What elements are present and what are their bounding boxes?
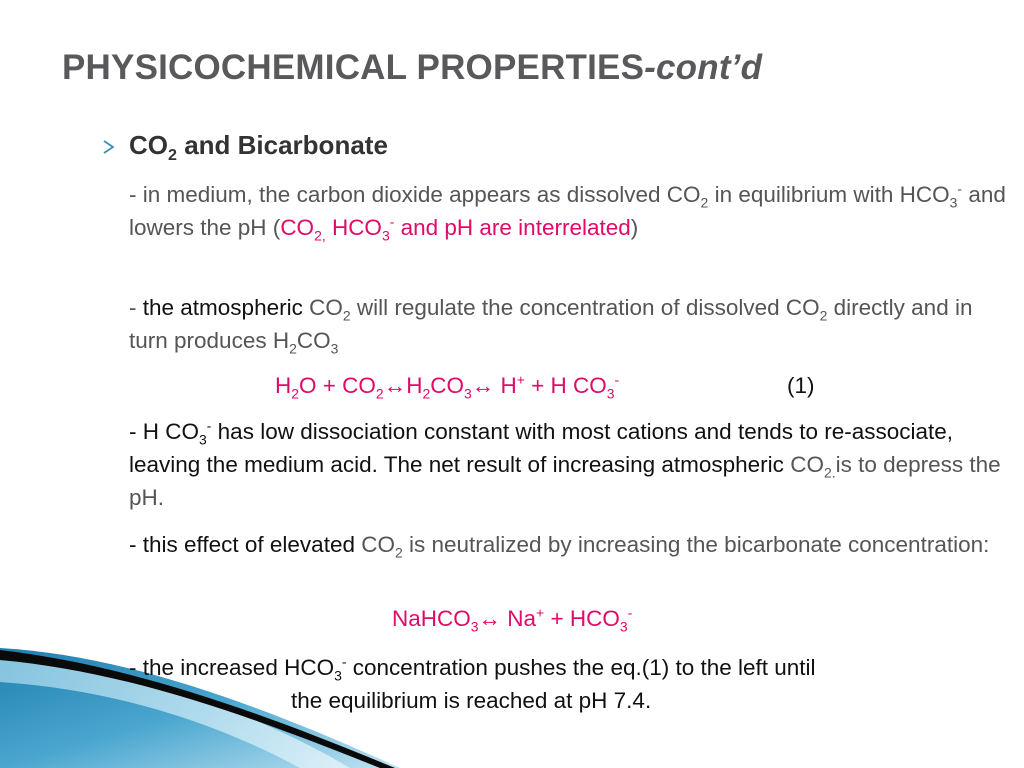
section-heading-row — [103, 130, 388, 165]
equation-2: NaHCO$_3$↔ $Na^+ + HCO_3^-$ — [392, 604, 633, 635]
paragraph-equilibrium: - the increased $HCO_3^-$ concentration pushes the eq.(1) to the left until the equilibrium is reached at pH 7.4. — [129, 653, 816, 713]
arrow-bullet-icon — [103, 138, 117, 159]
paragraph-dissolved-co2: - in medium, the carbon dioxide appears as dissolved $CO_2$ in equilibrium with $HCO_3^-$ and lowers the pH ($CO_{2,}$ $HCO_3^-$ and pH are interrelated) — [129, 180, 1006, 244]
slide-title: PHYSICOCHEMICAL PROPERTIES-cont’d — [62, 48, 763, 87]
equation-1: $H_2O$ + $CO_2\leftrightarrow H_2CO_3\leftrightarrow$ H+ + H $CO_3^-$ — [275, 371, 620, 402]
equation-1-number: (1) — [787, 373, 815, 398]
paragraph-atmospheric-co2: - the atmospheric $CO_2$ will regulate the concentration of dissolved $CO_2$ directly and in turn produces $H_2CO_3$ — [129, 295, 973, 357]
paragraph-dissociation: - H $CO_3^-$ has low dissociation constant with most cations and tends to re-associate, leaving the medium acid. The net result of increasing atmospheric $CO_{2.}is$ to depress the pH. — [129, 417, 1001, 510]
section-heading: $CO_2$ and Bicarbonate — [129, 130, 388, 165]
paragraph-neutralization: - this effect of elevated $CO_2$ is neutralized by increasing the bicarbonate concentration: — [129, 532, 990, 561]
